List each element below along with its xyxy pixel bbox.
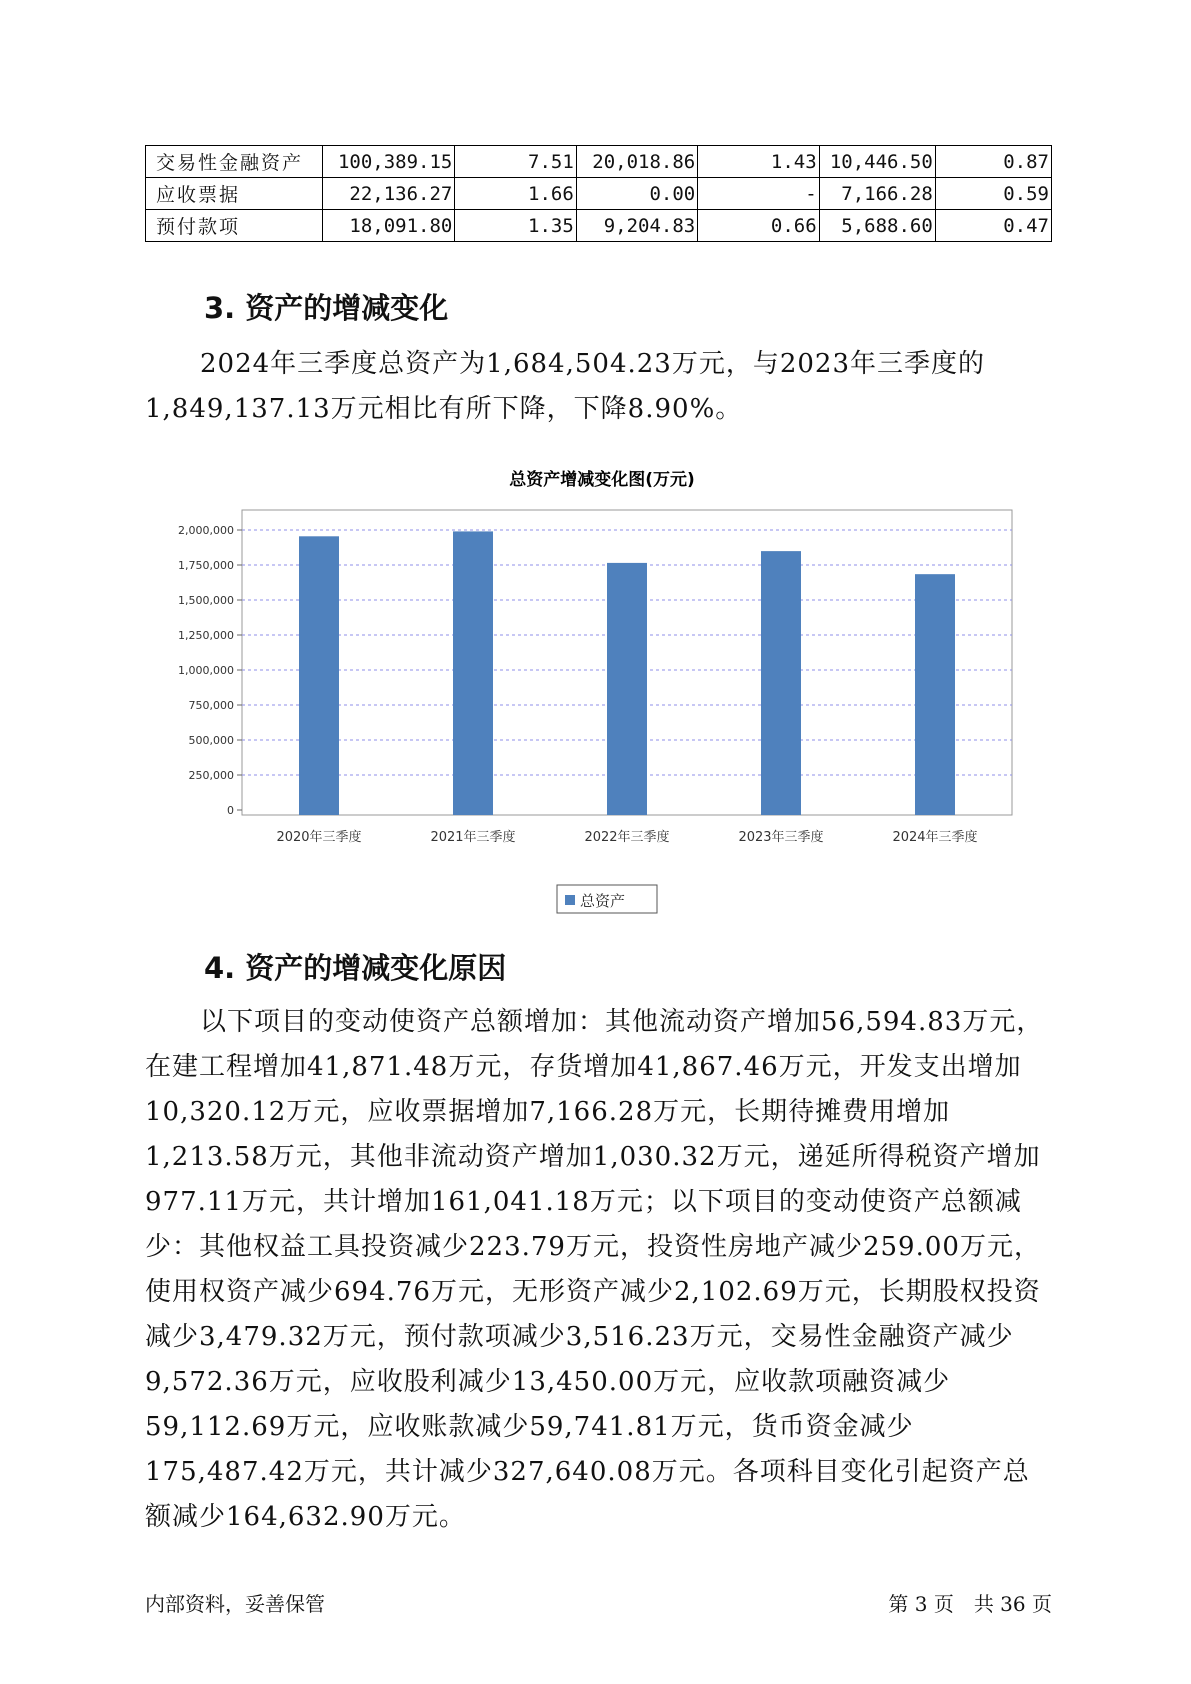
y-tick-label: 1,750,000 xyxy=(178,559,234,572)
y-tick-label: 0 xyxy=(227,804,234,817)
table-cell: 0.87 xyxy=(935,146,1051,178)
total-assets-chart xyxy=(150,455,1030,915)
bar xyxy=(453,531,493,815)
financial-table xyxy=(145,145,1052,242)
footer-left: 内部资料，妥善保管 xyxy=(145,1592,325,1616)
x-category-label: 2022年三季度 xyxy=(584,830,670,845)
y-tick-label: 1,000,000 xyxy=(178,664,234,677)
chart-title: 总资产增减变化图(万元) xyxy=(509,470,695,490)
footer-page-number: 第 3 页 共 36 页 xyxy=(888,1592,1052,1616)
x-category-label: 2023年三季度 xyxy=(738,830,824,845)
table-cell: 1.66 xyxy=(455,178,576,210)
y-tick-label: 500,000 xyxy=(188,734,234,747)
table-cell: 7,166.28 xyxy=(819,178,935,210)
table-cell: 18,091.80 xyxy=(323,210,455,242)
table-cell: 5,688.60 xyxy=(819,210,935,242)
table-cell: - xyxy=(698,178,819,210)
bar xyxy=(915,574,955,815)
y-tick-label: 1,500,000 xyxy=(178,594,234,607)
section-4-paragraph: 以下项目的变动使资产总额增加：其他流动资产增加56,594.83万元，在建工程增加41,871.48万元，存货增加41,867.46万元，开发支出增加10,320.12万元，应收票据增加7,166.28万元，长期待摊费用增加1,213.58万元，其他非流动资产增加1,030.32万元，递延所得税资产增加977.11万元，共计增加161,041.18万元；以下项目的变动使资产总额减少：其他权益工具投资减少223.79万元，投资性房地产减少259.00万元，使用权资产减少694.76万元，无形资产减少2,102.69万元，长期股权投资减少3,479.32万元，预付款项减少3,516.23万元，交易性金融资产减少9,572.36万元，应收股利减少13,450.00万元，应收款项融资减少59,112.69万元，应收账款减少59,741.81万元，货币资金减少175,487.42万元，共计减少327,640.08万元。各项科目变化引起资产总额减少164,632.90万元。 xyxy=(145,1007,1044,1532)
y-tick-label: 1,250,000 xyxy=(178,629,234,642)
table-cell: 1.43 xyxy=(698,146,819,178)
legend-swatch xyxy=(565,895,575,905)
x-axis-labels xyxy=(276,829,977,845)
bar xyxy=(761,551,801,815)
x-category-label: 2024年三季度 xyxy=(892,830,978,845)
bar xyxy=(607,563,647,815)
legend-label: 总资产 xyxy=(580,892,626,910)
bar-chart-svg xyxy=(150,455,1030,915)
table-row xyxy=(146,146,1052,178)
table-cell: 22,136.27 xyxy=(323,178,455,210)
table-cell: 9,204.83 xyxy=(576,210,697,242)
table-cell: 0.47 xyxy=(935,210,1051,242)
y-axis-ticks xyxy=(178,524,242,817)
x-category-label: 2021年三季度 xyxy=(430,830,516,845)
bar xyxy=(299,536,339,815)
table-cell: 0.59 xyxy=(935,178,1051,210)
legend xyxy=(557,885,657,913)
row-label: 应收票据 xyxy=(146,178,323,210)
x-category-label: 2020年三季度 xyxy=(276,830,362,845)
y-tick-label: 2,000,000 xyxy=(178,524,234,537)
table-cell: 20,018.86 xyxy=(576,146,697,178)
row-label: 预付款项 xyxy=(146,210,323,242)
table-cell: 0.66 xyxy=(698,210,819,242)
table-row xyxy=(146,178,1052,210)
table-cell: 1.35 xyxy=(455,210,576,242)
table-cell: 7.51 xyxy=(455,146,576,178)
table-cell: 10,446.50 xyxy=(819,146,935,178)
section-3-heading: 3. 资产的增减变化 xyxy=(204,291,449,325)
section-4-heading: 4. 资产的增减变化原因 xyxy=(204,951,507,985)
row-label: 交易性金融资产 xyxy=(146,146,323,178)
table-cell: 0.00 xyxy=(576,178,697,210)
y-tick-label: 250,000 xyxy=(188,769,234,782)
table-cell: 100,389.15 xyxy=(323,146,455,178)
section-3-paragraph: 2024年三季度总资产为1,684,504.23万元，与2023年三季度的1,849,137.13万元相比有所下降，下降8.90%。 xyxy=(145,349,986,424)
table-row xyxy=(146,210,1052,242)
y-tick-label: 750,000 xyxy=(188,699,234,712)
